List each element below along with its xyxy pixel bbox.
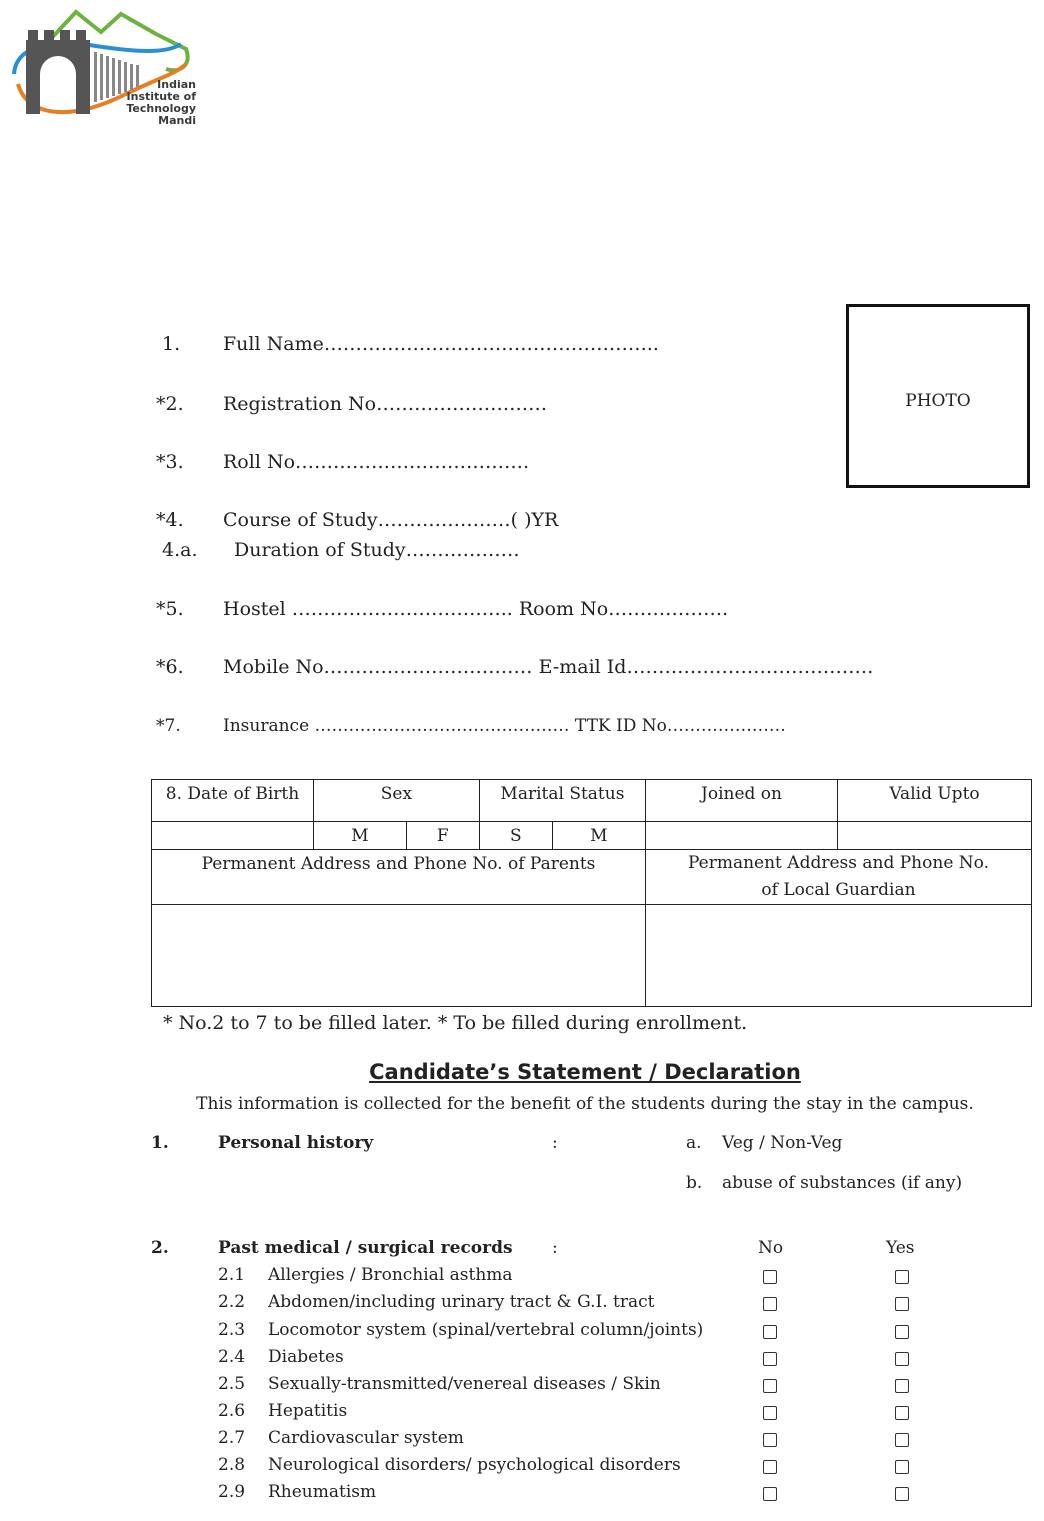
col-marital-status: Marital Status [479,780,645,822]
field-number-6: *6. [156,656,184,678]
checkbox-yes[interactable] [895,1487,909,1501]
field-number-7: *7. [156,716,181,736]
option-b-letter: b. [686,1173,703,1193]
checkbox-no[interactable] [763,1352,777,1366]
option-a-letter: a. [686,1133,702,1153]
field-insurance-ttk[interactable]: Insurance ……………………………………… TTK ID No………………… [223,716,786,736]
record-number: 2.5 [218,1374,246,1394]
student-info-table [151,779,1032,1007]
record-label: Cardiovascular system [268,1428,464,1448]
checkbox-no[interactable] [763,1487,777,1501]
col-joined-on: Joined on [646,780,838,822]
declaration-subheading: This information is collected for the benefit of the students during the stay in the campus. [196,1094,974,1114]
field-duration-of-study[interactable]: Duration of Study……………… [234,539,520,561]
col-valid-upto: Valid Upto [838,780,1032,822]
section-2-number: 2. [151,1238,169,1258]
checkbox-yes[interactable] [895,1379,909,1393]
field-number-4a: 4.a. [162,539,198,561]
checkbox-no[interactable] [763,1325,777,1339]
record-label: Allergies / Bronchial asthma [268,1265,513,1285]
photo-label: PHOTO [905,391,971,411]
record-label: Rheumatism [268,1482,377,1502]
guardian-line-2: of Local Guardian [761,880,916,900]
checkbox-no[interactable] [763,1297,777,1311]
record-number: 2.7 [218,1428,246,1448]
record-label: Abdomen/including urinary tract & G.I. tract [268,1292,655,1312]
field-mobile-email[interactable]: Mobile No…………………………… E-mail Id………………………………… [223,656,874,678]
field-registration-no[interactable]: Registration No……………………… [223,393,548,415]
checkbox-no[interactable] [763,1460,777,1474]
logo-text: Indian Institute of Technology Mandi [126,78,196,127]
section-1-colon: : [552,1133,558,1153]
record-number: 2.3 [218,1320,246,1340]
checkbox-yes[interactable] [895,1406,909,1420]
field-full-name[interactable]: Full Name…………………………………………….. [223,333,659,355]
guardian-line-1: Permanent Address and Phone No. [687,853,989,873]
record-label: Neurological disorders/ psychological disorders [268,1455,681,1475]
checkbox-yes[interactable] [895,1433,909,1447]
record-label: Hepatitis [268,1401,348,1421]
cell-joined-on[interactable] [646,822,838,850]
header-parents-address: Permanent Address and Phone No. of Parents [152,850,646,905]
field-roll-no[interactable]: Roll No………………………………. [223,451,530,473]
field-number-2: *2. [156,393,184,415]
declaration-heading: Candidate’s Statement / Declaration [369,1060,801,1084]
cell-sex-m[interactable]: M [314,822,407,850]
field-hostel-room[interactable]: Hostel …………………………….. Room No………………. [223,598,729,620]
checkbox-no[interactable] [763,1433,777,1447]
footnote: * No.2 to 7 to be filled later. * To be filled during enrollment. [163,1012,748,1034]
column-no: No [758,1238,784,1258]
field-number-3: *3. [156,451,184,473]
cell-valid-upto[interactable] [838,822,1032,850]
column-yes: Yes [886,1238,915,1258]
checkbox-yes[interactable] [895,1352,909,1366]
iit-mandi-logo [6,4,196,134]
cell-sex-f[interactable]: F [406,822,479,850]
col-sex: Sex [314,780,480,822]
record-label: Diabetes [268,1347,344,1367]
section-2-colon: : [552,1238,558,1258]
record-label: Sexually-transmitted/venereal diseases / Skin [268,1374,661,1394]
record-number: 2.4 [218,1347,246,1367]
header-guardian-address [646,850,1032,905]
cell-marital-m[interactable]: M [552,822,645,850]
col-date-of-birth: 8. Date of Birth [152,780,314,822]
section-1-number: 1. [151,1133,169,1153]
field-number-4: *4. [156,509,184,531]
checkbox-no[interactable] [763,1270,777,1284]
cell-parents-address[interactable] [152,905,646,1007]
option-a-text[interactable]: Veg / Non-Veg [722,1133,843,1153]
field-course-of-study[interactable]: Course of Study…………………( )YR [223,509,559,531]
cell-date-of-birth[interactable] [152,822,314,850]
checkbox-yes[interactable] [895,1270,909,1284]
checkbox-yes[interactable] [895,1325,909,1339]
section-2-label: Past medical / surgical records [218,1238,513,1258]
record-number: 2.9 [218,1482,246,1502]
section-1-label: Personal history [218,1133,374,1153]
field-number-5: *5. [156,598,184,620]
cell-marital-s[interactable]: S [479,822,552,850]
option-b-text[interactable]: abuse of substances (if any) [722,1173,963,1193]
checkbox-no[interactable] [763,1406,777,1420]
record-number: 2.1 [218,1265,246,1285]
checkbox-yes[interactable] [895,1460,909,1474]
record-number: 2.6 [218,1401,246,1421]
record-number: 2.8 [218,1455,246,1475]
cell-guardian-address[interactable] [646,905,1032,1007]
field-number-1: 1. [162,333,181,355]
record-number: 2.2 [218,1292,246,1312]
record-label: Locomotor system (spinal/vertebral column/joints) [268,1320,704,1340]
photo-box [846,304,1030,488]
checkbox-no[interactable] [763,1379,777,1393]
checkbox-yes[interactable] [895,1297,909,1311]
